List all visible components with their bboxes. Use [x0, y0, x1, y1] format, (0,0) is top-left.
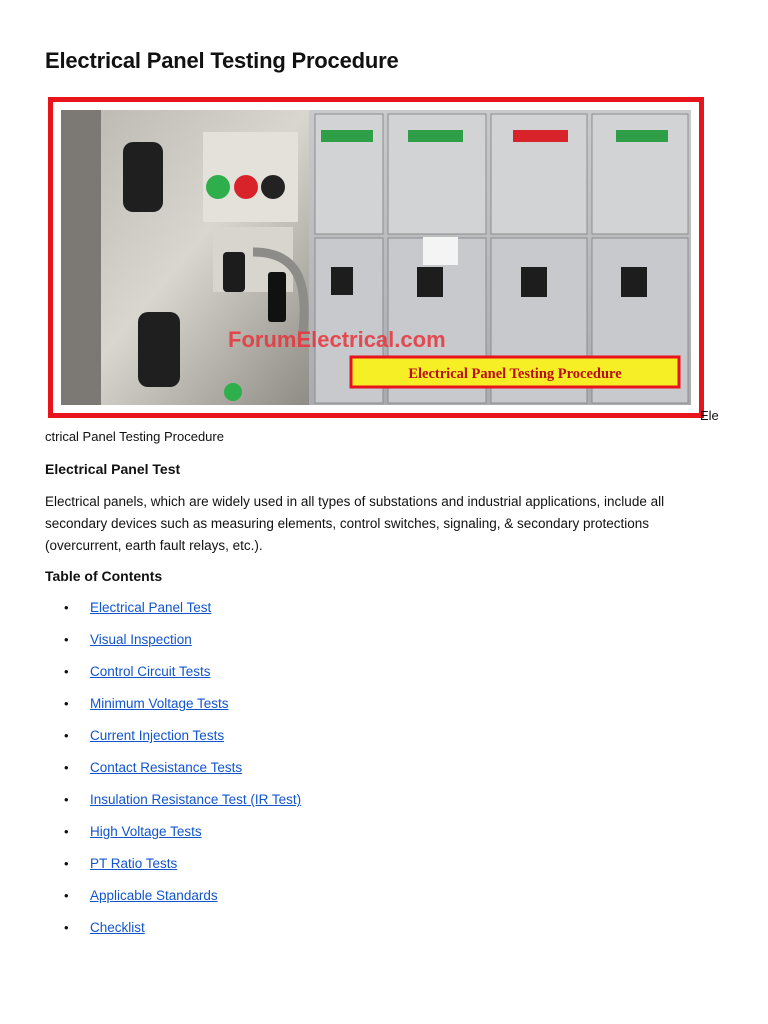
- toc-heading: Table of Contents: [45, 568, 163, 584]
- bullet-icon: •: [64, 664, 69, 679]
- toc-item: [45, 630, 301, 662]
- toc-item: [45, 822, 301, 854]
- toc-link-contact-resistance-tests[interactable]: Contact Resistance Tests: [90, 760, 243, 775]
- image-watermark: ForumElectrical.com: [228, 327, 446, 352]
- toc-link-insulation-resistance-test[interactable]: Insulation Resistance Test (IR Test): [90, 792, 302, 807]
- toc-link-electrical-panel-test[interactable]: Electrical Panel Test: [90, 600, 212, 615]
- toc-link-minimum-voltage-tests[interactable]: Minimum Voltage Tests: [90, 696, 229, 711]
- toc-item: [45, 758, 301, 790]
- page-title: Electrical Panel Testing Procedure: [45, 48, 399, 73]
- bullet-icon: •: [64, 920, 69, 935]
- toc-item: [45, 790, 301, 822]
- bullet-icon: •: [64, 824, 69, 839]
- bullet-icon: •: [64, 888, 69, 903]
- bullet-icon: •: [64, 632, 69, 647]
- bullet-icon: •: [64, 728, 69, 743]
- toc-item: [45, 662, 301, 694]
- panel-photo-illustration: [53, 102, 699, 413]
- panel-photo: [48, 97, 704, 418]
- toc-link-visual-inspection[interactable]: Visual Inspection: [90, 632, 192, 647]
- image-banner-text: Electrical Panel Testing Procedure: [408, 366, 622, 382]
- bullet-icon: •: [64, 696, 69, 711]
- toc-link-high-voltage-tests[interactable]: High Voltage Tests: [90, 824, 202, 839]
- bullet-icon: •: [64, 600, 69, 615]
- bullet-icon: •: [64, 760, 69, 775]
- toc-link-checklist[interactable]: Checklist: [90, 920, 145, 935]
- image-caption-tail: Ele: [700, 408, 719, 423]
- intro-paragraph: Electrical panels, which are widely used in all types of substations and industrial applications, include all secondary devices such as measuring elements, control switches, signaling, & secondary protections (overcurrent, earth fault relays, etc.).: [45, 494, 665, 553]
- table-of-contents: [45, 598, 301, 950]
- toc-link-pt-ratio-tests[interactable]: PT Ratio Tests: [90, 856, 178, 871]
- toc-item: [45, 854, 301, 886]
- image-caption: ctrical Panel Testing Procedure: [45, 429, 224, 444]
- toc-item: [45, 886, 301, 918]
- toc-item: [45, 918, 301, 950]
- toc-item: [45, 694, 301, 726]
- toc-link-control-circuit-tests[interactable]: Control Circuit Tests: [90, 664, 211, 679]
- toc-item: [45, 598, 301, 630]
- bullet-icon: •: [64, 856, 69, 871]
- toc-item: [45, 726, 301, 758]
- toc-link-current-injection-tests[interactable]: Current Injection Tests: [90, 728, 225, 743]
- section-heading: Electrical Panel Test: [45, 461, 181, 477]
- bullet-icon: •: [64, 792, 69, 807]
- toc-link-applicable-standards[interactable]: Applicable Standards: [90, 888, 218, 903]
